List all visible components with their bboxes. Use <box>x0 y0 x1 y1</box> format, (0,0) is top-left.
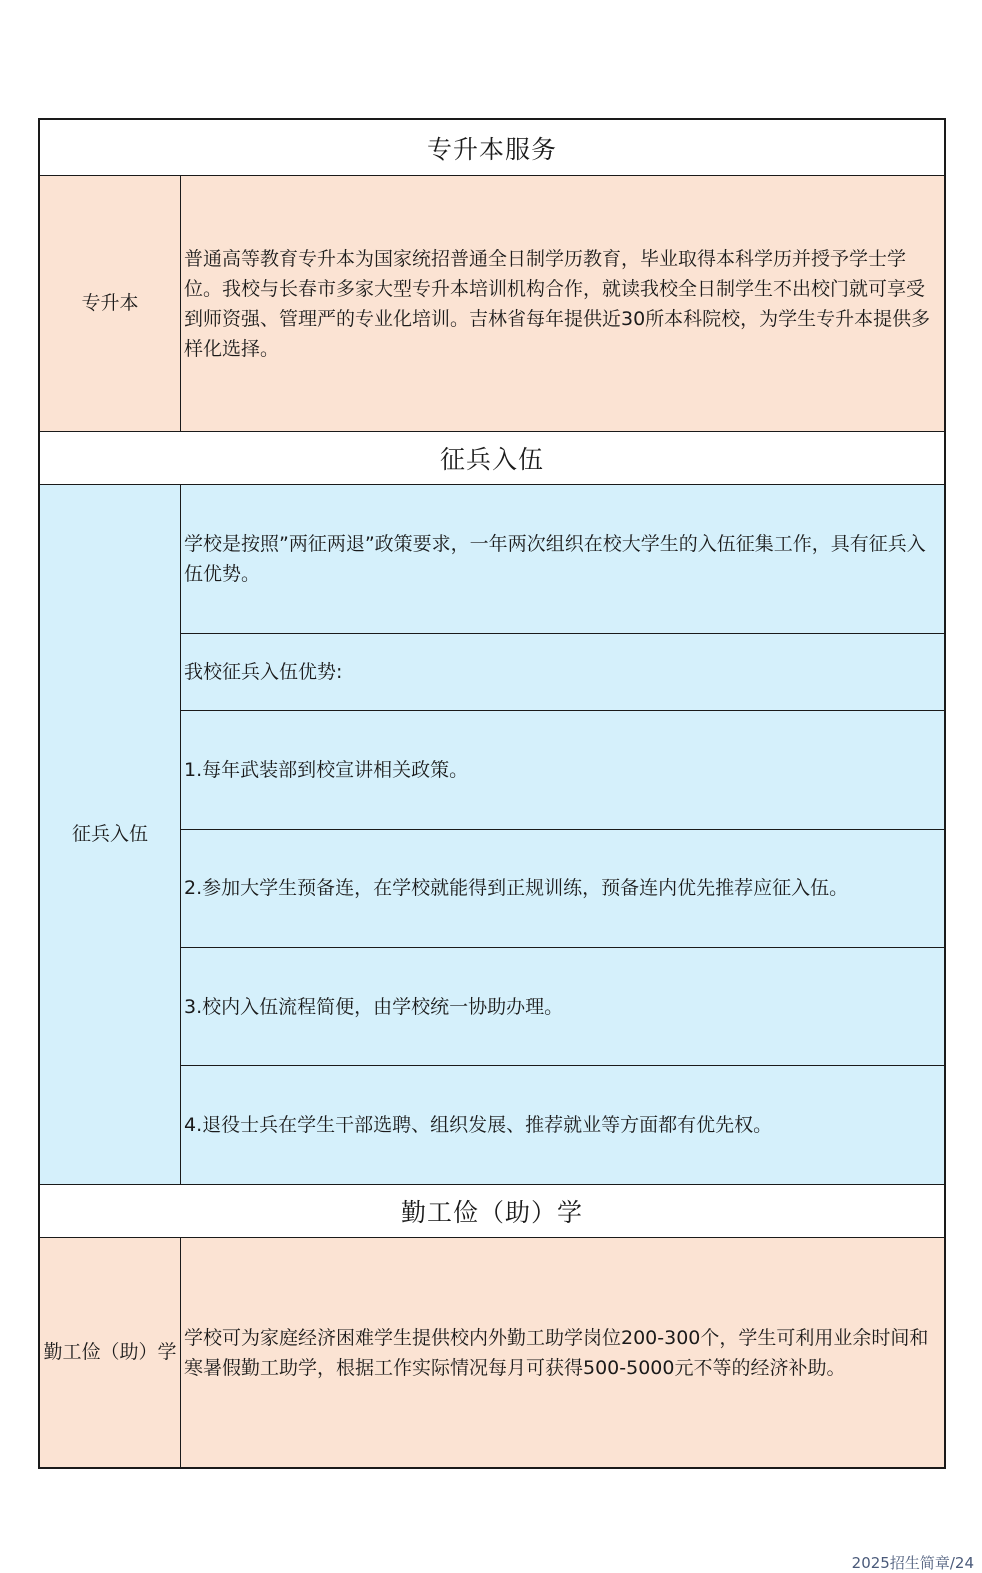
section-title-upgrade: 专升本服务 <box>40 120 944 175</box>
military-advantage-item: 3.校内入伍流程简便，由学校统一协助办理。 <box>181 947 944 1065</box>
section-title-work-study: 勤工俭（助）学 <box>40 1184 944 1237</box>
military-row <box>40 484 944 1184</box>
military-advantage-item: 1.每年武装部到校宣讲相关政策。 <box>181 710 944 829</box>
upgrade-row <box>40 175 944 431</box>
military-label: 征兵入伍 <box>40 485 181 1184</box>
work-study-label-line1: 勤工 <box>43 1341 82 1363</box>
upgrade-label: 专升本 <box>40 176 181 431</box>
military-advantages-heading: 我校征兵入伍优势: <box>181 633 944 710</box>
section-title-military: 征兵入伍 <box>40 431 944 484</box>
page-number: 2025招生简章/24 <box>851 1554 974 1572</box>
work-study-label-line2: 俭（助）学 <box>81 1341 177 1363</box>
work-study-label <box>40 1238 181 1467</box>
work-study-description: 学校可为家庭经济困难学生提供校内外勤工助学岗位200-300个，学生可利用业余时间和寒暑假勤工助学，根据工作实际情况每月可获得500-5000元不等的经济补助。 <box>184 1326 929 1379</box>
military-advantage-item: 4.退役士兵在学生干部选聘、组织发展、推荐就业等方面都有优先权。 <box>181 1065 944 1184</box>
military-intro: 学校是按照”两征两退”政策要求，一年两次组织在校大学生的入伍征集工作，具有征兵入伍优势。 <box>184 532 926 585</box>
military-advantage-item: 2.参加大学生预备连，在学校就能得到正规训练，预备连内优先推荐应征入伍。 <box>181 829 944 948</box>
upgrade-description: 普通高等教育专升本为国家统招普通全日制学历教育，毕业取得本科学历并授予学士学位。我校与长春市多家大型专升本培训机构合作，就读我校全日制学生不出校门就可享受到师资强、管理严的专业化培训。吉林省每年提供近30所本科院校，为学生专升本提供多样化选择。 <box>184 247 931 360</box>
work-study-row <box>40 1237 944 1467</box>
info-table <box>38 118 946 1469</box>
